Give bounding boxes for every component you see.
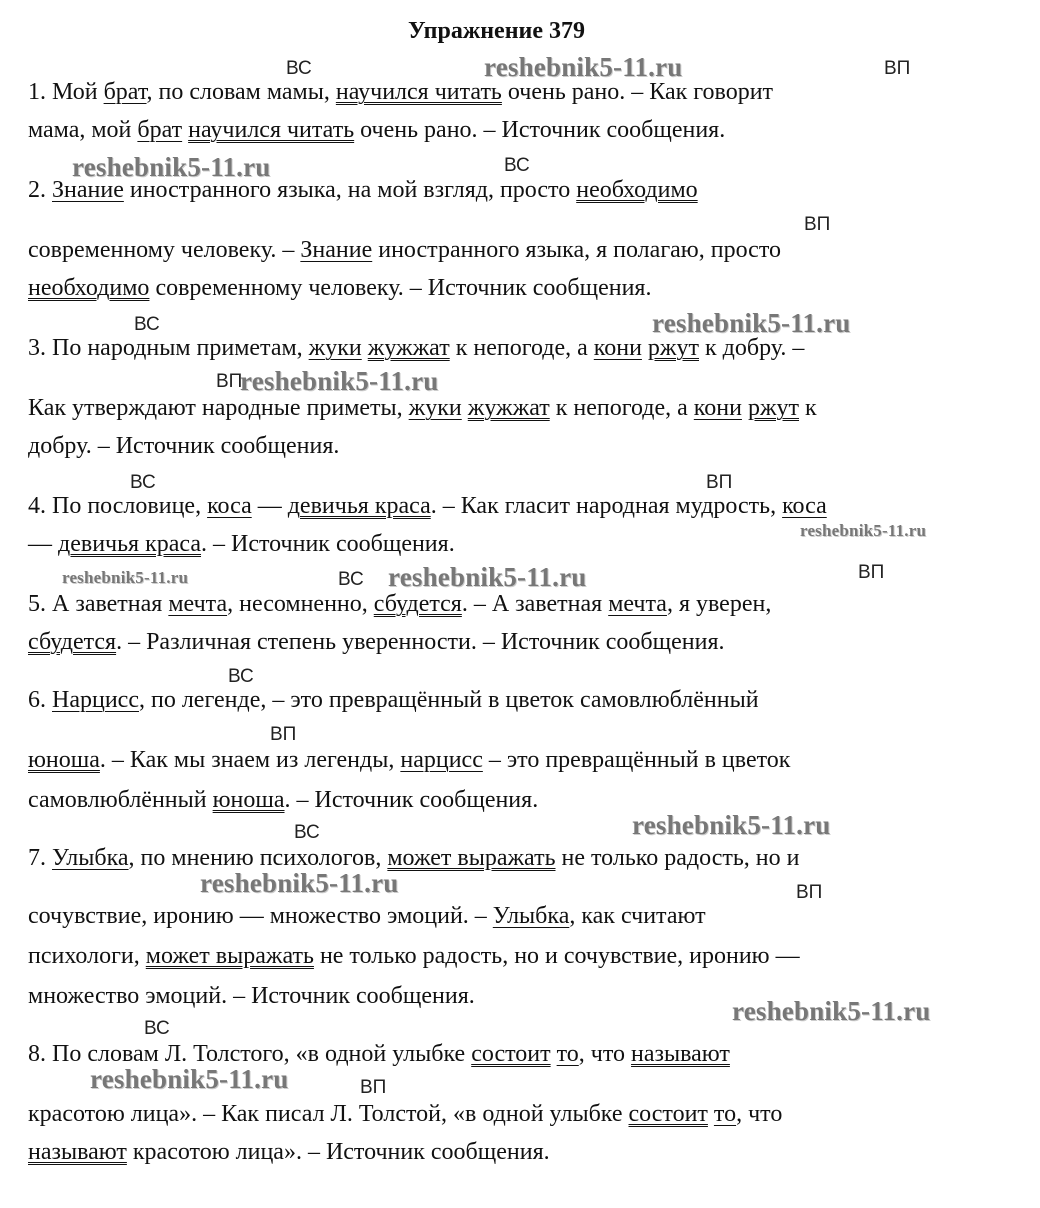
text-segment: 3. По народным приметам, <box>28 335 309 361</box>
text-segment: Как утверждают народные приметы, <box>28 395 409 421</box>
text-segment: самовлюблённый <box>28 787 213 813</box>
text-line <box>28 786 538 814</box>
text-line <box>28 628 725 656</box>
text-segment: иностранного языка, на мой взгляд, просто <box>123 177 577 203</box>
text-line <box>28 1138 550 1166</box>
predicate-word: юноша <box>28 747 100 773</box>
subject-word: мечта <box>168 591 228 617</box>
text-line <box>28 746 790 774</box>
text-segment: . – Источник сообщения. <box>201 531 455 557</box>
tag-vs: ВС <box>134 314 160 335</box>
text-segment: , несомненно, <box>227 591 374 617</box>
predicate-word: сбудется <box>28 629 117 655</box>
text-line <box>28 902 706 930</box>
text-segment: . – Источник сообщения. <box>284 787 539 813</box>
text-line <box>28 78 773 106</box>
predicate-word: ржут <box>747 395 800 421</box>
text-segment: к непогоде, а <box>449 335 594 361</box>
subject-word: жуки <box>408 395 462 421</box>
text-segment: , как считают <box>569 903 706 929</box>
watermark: reshebnik5-11.ru <box>72 152 271 182</box>
predicate-word: жужжат <box>367 335 450 361</box>
text-line <box>28 116 725 144</box>
predicate-word: состоит <box>471 1041 551 1067</box>
predicate-word: может выражать <box>387 845 556 871</box>
text-segment: 2. <box>28 177 52 203</box>
text-segment: . – А заветная <box>461 591 609 617</box>
watermark: reshebnik5-11.ru <box>652 308 851 338</box>
predicate-word: называют <box>28 1139 127 1165</box>
text-segment: . – Различная степень уверенности. – Источник сообщения. <box>116 629 725 655</box>
tag-vs: ВС <box>504 155 530 176</box>
text-segment: иностранного языка, я полагаю, просто <box>372 237 782 263</box>
text-line <box>28 686 759 714</box>
subject-word: жуки <box>308 335 362 361</box>
text-segment: очень рано. – Как говорит <box>501 79 774 105</box>
predicate-word: необходимо <box>576 177 698 203</box>
text-segment: красотою лица». – Как писал Л. Толстой, «в одной улыбке <box>28 1101 629 1127</box>
text-line <box>28 334 804 362</box>
subject-word: Улыбка <box>492 903 570 929</box>
subject-word: Знание <box>52 177 124 203</box>
subject-word: Улыбка <box>52 845 129 871</box>
text-segment: , по мнению психологов, <box>128 845 388 871</box>
text-segment: к добру. – <box>699 335 805 361</box>
text-segment: к <box>799 395 817 421</box>
text-line <box>28 274 651 302</box>
text-line <box>28 236 781 264</box>
text-segment: очень рано. – Источник сообщения. <box>354 117 726 143</box>
tag-vp: ВП <box>270 724 297 745</box>
tag-vp: ВП <box>216 371 243 392</box>
tag-vs: ВС <box>144 1018 170 1039</box>
text-segment: , по легенде, – это превращённый в цветок самовлюблённый <box>138 687 759 713</box>
text-line <box>28 982 475 1010</box>
text-segment: 1. Мой <box>28 79 104 105</box>
text-segment: , что <box>578 1041 632 1067</box>
tag-vs: ВС <box>228 666 254 687</box>
text-segment: 5. А заветная <box>28 591 169 617</box>
predicate-word: научился читать <box>335 79 502 105</box>
text-segment: 7. <box>28 845 52 871</box>
subject-word: коса <box>782 493 827 519</box>
predicate-word: необходимо <box>28 275 150 301</box>
tag-vp: ВП <box>858 562 885 583</box>
text-line <box>28 432 339 460</box>
subject-word: нарцисс <box>400 747 483 773</box>
text-segment: 6. <box>28 687 52 713</box>
predicate-word: сбудется <box>373 591 462 617</box>
watermark: reshebnik5-11.ru <box>90 1064 289 1094</box>
predicate-word: девичья краса <box>287 493 431 519</box>
watermark: reshebnik5-11.ru <box>62 568 189 587</box>
watermark: reshebnik5-11.ru <box>388 562 587 592</box>
text-line <box>28 1040 730 1068</box>
subject-word: кони <box>593 335 642 361</box>
tag-vs: ВС <box>286 58 312 79</box>
text-line <box>28 844 799 872</box>
predicate-word: научился читать <box>188 117 355 143</box>
text-line <box>28 530 455 558</box>
tag-vs: ВС <box>130 472 156 493</box>
text-segment: . – Как мы знаем из легенды, <box>99 747 401 773</box>
subject-word: то <box>713 1101 737 1127</box>
predicate-word: называют <box>631 1041 730 1067</box>
text-segment: не только радость, но и сочувствие, иронию — <box>313 943 800 969</box>
subject-word: коса <box>207 493 252 519</box>
watermark: reshebnik5-11.ru <box>200 868 399 898</box>
subject-word: кони <box>693 395 742 421</box>
tag-vs: ВС <box>294 822 320 843</box>
text-segment: , я уверен, <box>666 591 772 617</box>
text-segment: не только радость, но и <box>555 845 800 871</box>
tag-vp: ВП <box>804 214 831 235</box>
text-segment: . – Как гласит народная мудрость, <box>430 493 783 519</box>
watermark: reshebnik5-11.ru <box>732 996 931 1026</box>
subject-word: то <box>556 1041 579 1067</box>
text-segment: — <box>251 493 288 519</box>
predicate-word: состоит <box>628 1101 708 1127</box>
text-segment: добру. – Источник сообщения. <box>28 433 340 459</box>
watermark: reshebnik5-11.ru <box>484 52 683 82</box>
predicate-word: юноша <box>212 787 285 813</box>
text-line <box>28 394 817 422</box>
subject-word: Знание <box>300 237 373 263</box>
text-segment: – это превращённый в цветок <box>482 747 791 773</box>
predicate-word: ржут <box>647 335 699 361</box>
page-title: Упражнение 379 <box>408 18 586 44</box>
text-segment: , что <box>736 1101 783 1127</box>
text-segment: психологи, <box>28 943 146 969</box>
text-segment: современному человеку. – <box>28 237 301 263</box>
subject-word: брат <box>103 79 147 105</box>
text-line <box>28 590 771 618</box>
tag-vp: ВП <box>706 472 733 493</box>
text-segment: мама, мой <box>28 117 138 143</box>
predicate-word: девичья краса <box>58 531 202 557</box>
text-line <box>28 492 827 520</box>
text-line <box>28 1100 782 1128</box>
text-segment: — <box>28 531 58 557</box>
text-segment: сочувствие, иронию — множество эмоций. – <box>28 903 493 929</box>
subject-word: брат <box>137 117 183 143</box>
text-segment: красотою лица». – Источник сообщения. <box>126 1139 550 1165</box>
watermark: reshebnik5-11.ru <box>800 521 927 540</box>
text-segment: 8. По словам Л. Толстого, «в одной улыбке <box>28 1041 472 1067</box>
predicate-word: жужжат <box>467 395 550 421</box>
predicate-word: может выражать <box>145 943 314 969</box>
text-segment: , по словам мамы, <box>146 79 336 105</box>
text-line <box>28 176 698 204</box>
watermark: reshebnik5-11.ru <box>240 366 439 396</box>
text-segment: к непогоде, а <box>549 395 694 421</box>
watermark: reshebnik5-11.ru <box>632 810 831 840</box>
tag-vs: ВС <box>338 569 364 590</box>
text-segment: современному человеку. – Источник сообщения. <box>149 275 652 301</box>
tag-vp: ВП <box>360 1077 387 1098</box>
text-line <box>28 942 800 970</box>
subject-word: Нарцисс <box>52 687 139 713</box>
text-segment: множество эмоций. – Источник сообщения. <box>28 983 475 1009</box>
text-segment: 4. По пословице, <box>28 493 208 519</box>
tag-vp: ВП <box>884 58 911 79</box>
subject-word: мечта <box>608 591 667 617</box>
tag-vp: ВП <box>796 882 823 903</box>
